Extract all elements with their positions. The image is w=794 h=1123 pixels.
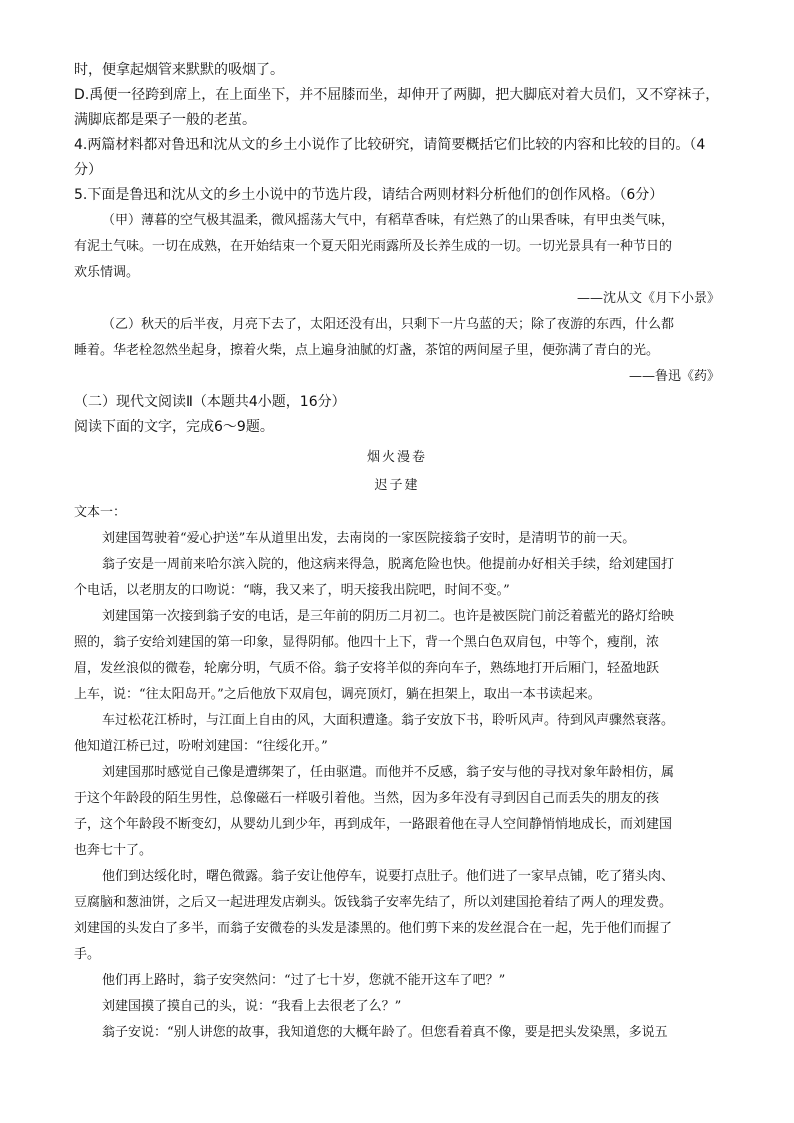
- article-author: 迟子建: [374, 478, 420, 493]
- body-line: 他知道江桥已过，吩咐刘建国：“往绥化开。”: [74, 739, 328, 754]
- section-heading: （二）现代文阅读Ⅱ（本题共4小题，16分）: [74, 394, 346, 410]
- excerpt-source: ——鲁迅《药》: [628, 369, 720, 384]
- excerpt-line: （甲）薄暮的空气极其温柔，微风摇荡大气中，有稻草香味，有烂熟了的山果香味，有甲虫类气味，: [102, 213, 675, 228]
- body-line: 照的，翁子安给刘建国的第一印象，显得阴郁。他四十上下，背一个黑白色双肩包，中等个，瘦削，浓: [74, 635, 660, 650]
- question-4-cont: 分）: [74, 162, 102, 178]
- body-line: 豆腐脑和葱油饼，之后又一起进理发店剃头。饭钱翁子安率先结了，所以刘建国抢着结了两人的理发费。: [74, 895, 673, 910]
- article-title: 烟火漫卷: [366, 450, 427, 465]
- body-line: 眉，发丝浪似的微卷，轮廓分明，气质不俗。翁子安将羊似的奔向车子，熟练地打开后厢门，轻盈地跃: [74, 661, 660, 676]
- body-line: 刘建国的头发白了多半，而翁子安微卷的头发是漆黑的。他们剪下来的发丝混合在一起，先于他们而握了: [74, 921, 673, 936]
- question-4: 4.两篇材料都对鲁迅和沈从文的乡土小说作了比较研究，请简要概括它们比较的内容和比较的目的。（4: [74, 137, 706, 153]
- body-line: 也奔七十了。: [74, 843, 153, 858]
- excerpt-source: ——沈从文《月下小景》: [576, 291, 720, 306]
- body-line: 刘建国驾驶着“爱心护送”车从道里出发，去南岗的一家医院接翁子安时，是清明节的前一天。: [102, 531, 636, 546]
- instruction: 阅读下面的文字，完成6～9题。: [74, 419, 274, 435]
- body-line: 刘建国第一次接到翁子安的电话，是三年前的阴历二月初二。也许是被医院门前泛着藍光的路灯给映: [102, 609, 675, 624]
- text-line: 满脚底都是栗子一般的老茧。: [74, 112, 256, 128]
- excerpt-b: [74, 312, 720, 390]
- page-content: [74, 58, 720, 1046]
- excerpt-line: 欢乐情调。: [74, 265, 140, 280]
- body-line: 翁子安是一周前来哈尔滨入院的，他这病来得急，脱离危险也快。他提前办好相关手续，给刘建国打: [102, 557, 675, 572]
- body-line: 车过松花江桥时，与江面上自由的风，大面积遭逢。翁子安放下书，聆听风声。待到风声骤然衰落。: [102, 713, 675, 728]
- body-line: 翁子安说：“别人讲您的故事，我知道您的大概年龄了。但您看着真不像，要是把头发染黑，多说五: [102, 1025, 668, 1040]
- body-line: 个电话，以老朋友的口吻说：“嗨，我又来了，明天接我出院吧，时间不变。”: [74, 583, 510, 598]
- question-block: [74, 58, 720, 208]
- excerpt-line: （乙）秋天的后半夜，月亮下去了，太阳还没有出，只剩下一片乌蓝的天；除了夜游的东西，什么都: [102, 317, 675, 332]
- question-5: 5.下面是鲁迅和沈从文的乡土小说中的节选片段，请结合两则材料分析他们的创作风格。（6分）: [74, 187, 664, 203]
- excerpt-line: 有泥土气味。一切在成熟，在开始结束一个夏天阳光雨露所及长养生成的一切。一切光景具有一种节日的: [74, 239, 673, 254]
- option-d-line: D.禹便一径跨到席上，在上面坐下，并不屈膝而坐，却伸开了两脚，把大脚底对着大员们，又不穿袜子，: [74, 87, 720, 103]
- excerpt-line: 睡着。华老栓忽然坐起身，擦着火柴，点上遍身油腻的灯盏，茶馆的两间屋子里，便弥满了青白的光。: [74, 343, 660, 358]
- text-label: 文本一：: [74, 505, 127, 520]
- body-line: 刘建国摸了摸自己的头，说：“我看上去很老了么？”: [102, 999, 402, 1014]
- body-line: 手。: [74, 947, 101, 962]
- excerpt-a: [74, 208, 720, 312]
- body-line: 刘建国那时感觉自己像是遭绑架了，任由驱遣。而他并不反感，翁子安与他的寻找对象年龄相仿，属: [102, 765, 675, 780]
- body-line: 子，这个年龄段不断变幻，从婴幼儿到少年，再到成年，一路跟着他在寻人空间静悄悄地成长，而刘建国: [74, 817, 673, 832]
- body-line: 上车，说：“往太阳岛开。”之后他放下双肩包，调亮顶灯，躺在担架上，取出一本书读起来。: [74, 687, 601, 702]
- body-line: 他们到达绥化时，曙色微露。翁子安让他停车，说要打点肚子。他们进了一家早点铺，吃了猪头肉、: [102, 869, 675, 884]
- body-line: 于这个年龄段的陌生男性，总像磁石一样吸引着他。当然，因为多年没有寻到因自己而丢失的朋友的孩: [74, 791, 660, 806]
- article-body: [74, 526, 720, 1046]
- text-line: 时，便拿起烟管来默默的吸烟了。: [74, 62, 284, 78]
- body-line: 他们再上路时，翁子安突然问：“过了七十岁，您就不能开这车了吧？”: [102, 973, 506, 988]
